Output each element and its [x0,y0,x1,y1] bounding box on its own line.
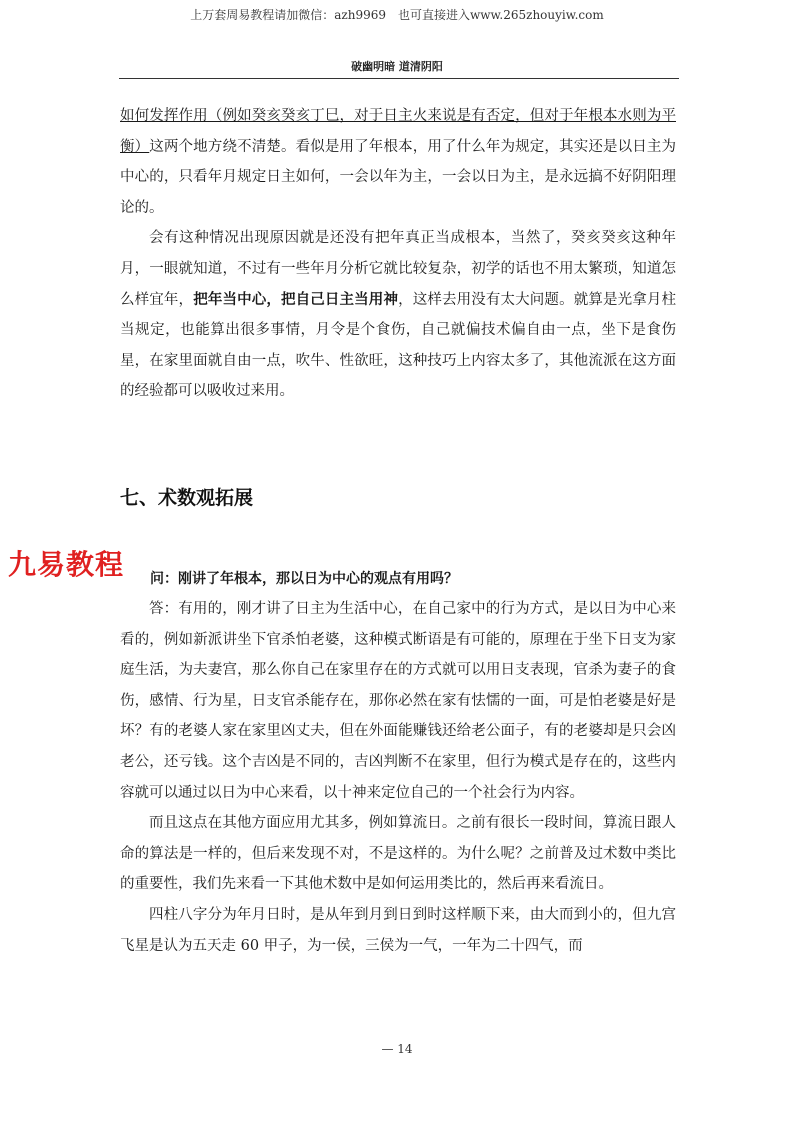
paragraph-text: 这两个地方绕不清楚。看似是用了年根本，用了什么年为规定，其实还是以日主为中心的，只看年月规定日主如何，一会以年为主，一会以日为主，是永远搞不好阴阳理论的。 [120,138,677,216]
question-line: 问：刚讲了年根本，那以日为中心的观点有用吗？ [150,571,458,587]
bold-phrase: 把年当中心，把自己日主当用神 [193,291,399,308]
watermark-logo: 九易教程 [8,548,125,581]
paragraph-text: ，这样去用没有太大问题。就算是光拿月柱当规定，也能算出很多事情，月令是个食伤，自己就偏技术偏自由一点，坐下是食伤星，在家里面就自由一点，吹牛、性欲旺，这种技巧上内容太多了，其他流派在这方面的经验都可以吸收过来用。 [120,291,677,400]
promo-banner: 上万套周易教程请加微信：azh9969 也可直接进入www.265zhouyiw.com [190,8,604,22]
paragraph: 而且这点在其他方面应用尤其多，例如算流日。之前有很长一段时间，算流日跟人命的算法是一样的，但后来发现不对，不是这样的。为什么呢？之前普及过术数中类比的重要性，我们先来看一下其他术数中是如何运用类比的，然后再来看流日。 [120,815,676,893]
page-number: — 14 [381,1042,413,1056]
underlined-phrase: 如何发挥作用（例如癸亥癸亥丁巳，对于日主火来说是有否定，但对于年根本水则为平衡） [120,108,676,155]
section-heading: 七、术数观拓展 [120,487,254,509]
text-block-top [120,101,676,407]
paragraph: 答：有用的，刚才讲了日主为生活中心，在自己家中的行为方式，是以日为中心来看的，例如新派讲坐下官杀怕老婆，这种模式断语是有可能的，原理在于坐下日支为家庭生活，为夫妻宫，那么你自己在家里存在的方式就可以用日支表现，官杀为妻子的食伤，感情、行为星，日支官杀能存在，那你必然在家有怯懦的一面，可是怕老婆是好是坏？有的老婆人家在家里凶丈夫，但在外面能赚钱还给老公面子，有的老婆却是只会凶老公，还亏钱。这个吉凶是不同的，吉凶判断不在家里，但行为模式是存在的，这些内容就可以通过以日为中心来看，以十神来定位自己的一个社会行为内容。 [120,601,676,801]
header-rule [119,78,679,79]
paragraph [120,223,676,407]
paragraph-text: 会有这种情况出现原因就是还没有把年真正当成根本，当然了，癸亥癸亥这种年月，一眼就知道，不过有一些年月分析它就比较复杂，初学的话也不用太繁琐，知道怎么样宜年， [120,230,676,308]
running-head: 破幽明暗 道清阴阳 [351,60,443,73]
text-block-answer [120,594,676,961]
paragraph: 四柱八字分为年月日时，是从年到月到日到时这样顺下来，由大而到小的，但九宫飞星是认为五天走 60 甲子，为一侯，三侯为一气，一年为二十四气，而 [120,906,676,954]
paragraph-continued [120,101,676,223]
